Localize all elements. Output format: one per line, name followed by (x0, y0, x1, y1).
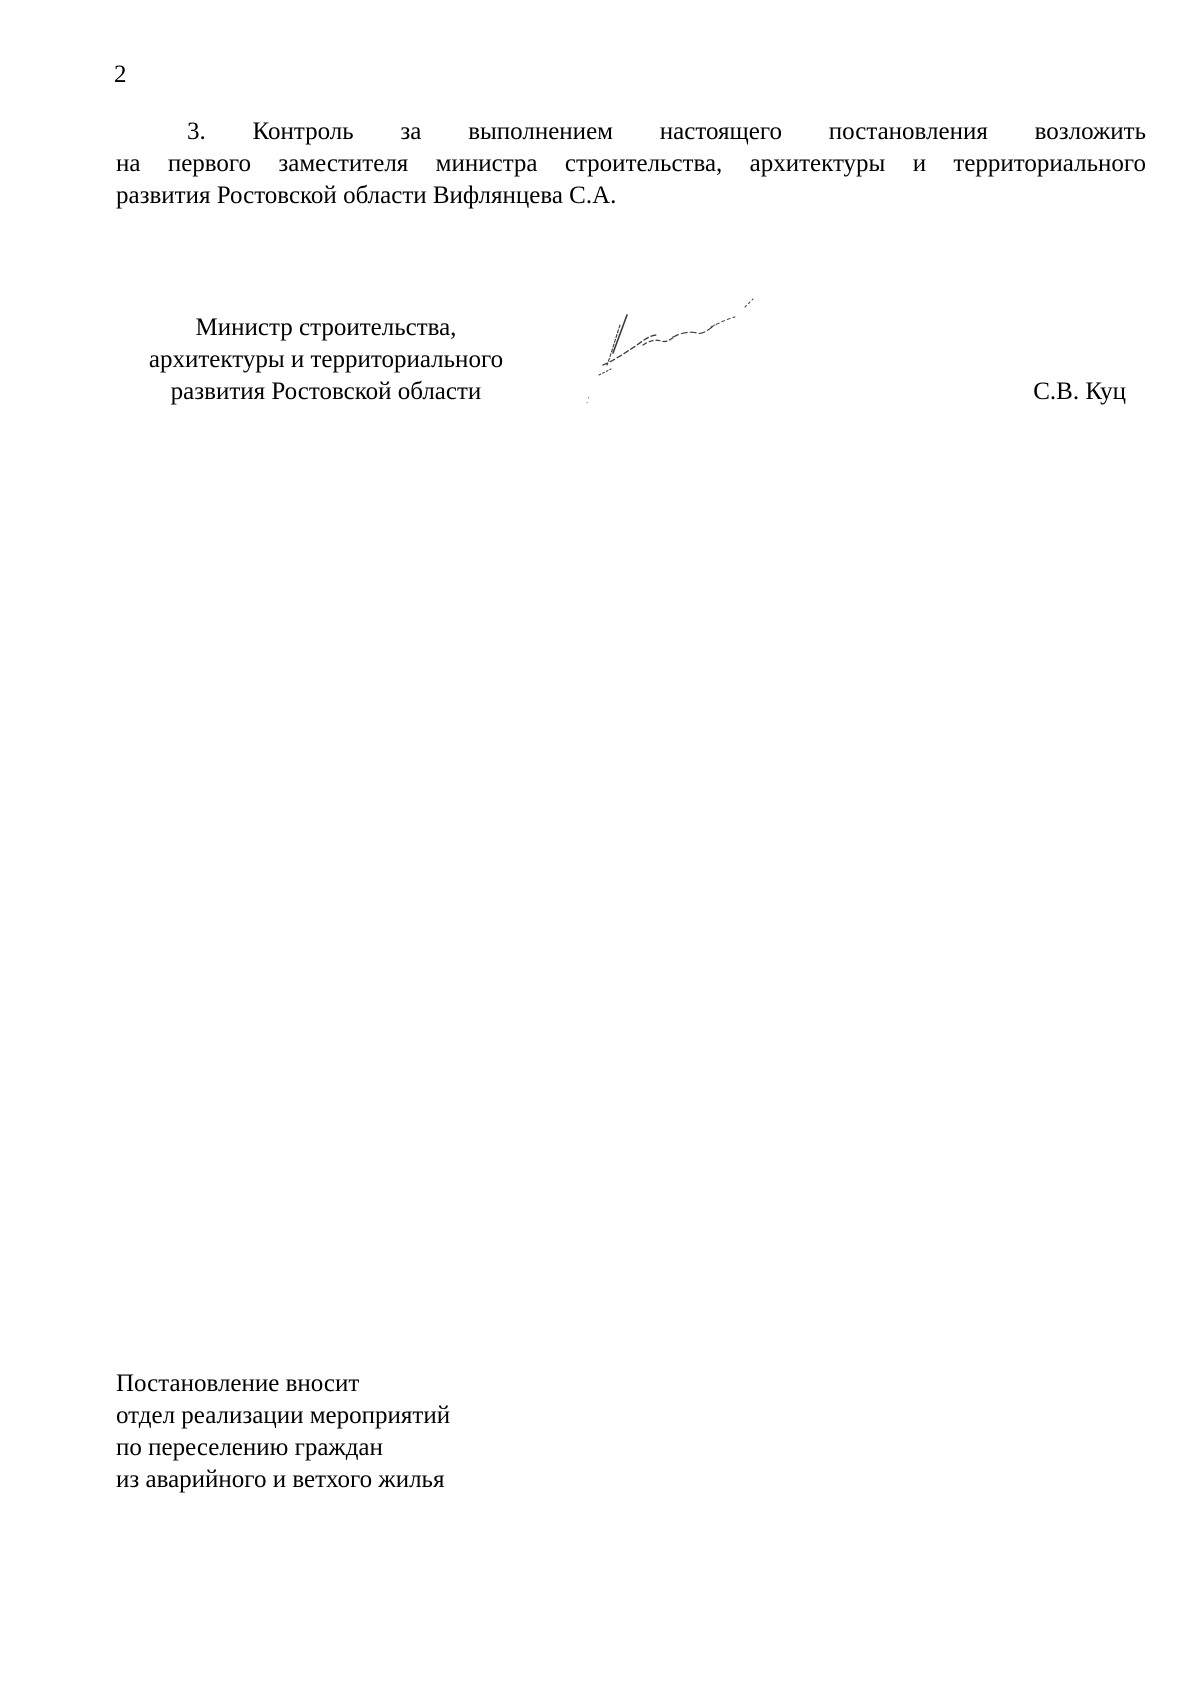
signer-title-line: Министр строительства, (195, 314, 457, 341)
signer-name: С.В. Куц (1033, 378, 1126, 405)
signer-title (116, 312, 536, 408)
page-number: 2 (114, 61, 127, 88)
paragraph-line: на первого заместителя министра строительства, архитектуры и территориального (116, 150, 1146, 177)
footer-line: Постановление вносит (116, 1370, 360, 1397)
submitted-by-note (116, 1368, 616, 1496)
handwritten-signature (585, 295, 815, 415)
signer-title-line: развития Ростовской области (170, 378, 482, 405)
footer-line: отдел реализации мероприятий (116, 1402, 451, 1429)
paragraph-line: развития Ростовской области Вифлянцева С.А. (116, 182, 617, 209)
resolution-paragraph-3 (116, 116, 1146, 212)
paragraph-line: 3. Контроль за выполнением настоящего постановления возложить (187, 118, 1146, 145)
footer-line: по переселению граждан (116, 1434, 383, 1461)
footer-line: из аварийного и ветхого жилья (116, 1466, 445, 1493)
signer-title-line: архитектуры и территориального (148, 346, 504, 373)
